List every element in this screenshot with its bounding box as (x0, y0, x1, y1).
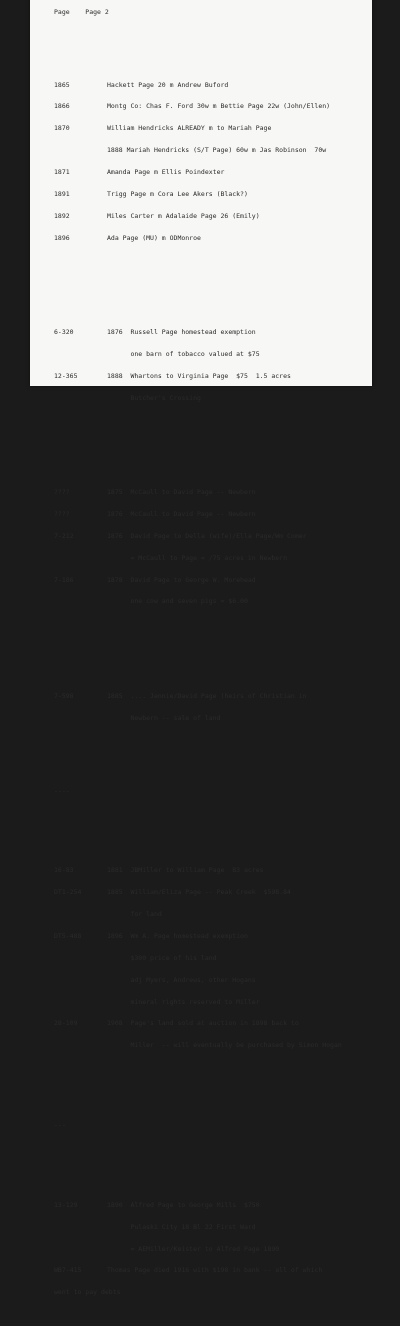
record-text: Amanda Page m Ellis Poindexter (107, 168, 225, 177)
record-text (107, 1289, 372, 1296)
miller-section (30, 853, 372, 1065)
record-text: William Hendricks ALREADY m to Mariah Page (107, 124, 272, 133)
record-line (30, 511, 372, 518)
record-ref: 1870 (54, 124, 70, 133)
record-text: = AEMiller/Keister to Alfred Page 1890 (107, 1244, 280, 1253)
record-ref (30, 999, 107, 1006)
record-ref (30, 977, 107, 984)
record-ref: 7-598 (54, 691, 74, 700)
record-line (30, 395, 372, 402)
record-ref: 1865 (54, 80, 70, 89)
record-ref: 6-320 (54, 328, 74, 337)
record-ref: ???? (54, 509, 70, 518)
record-line (30, 889, 372, 896)
record-text: 1876 David Page to Della (wife)/Ella Page/Wm Comer (107, 531, 307, 540)
record-text: Hackett Page 20 m Andrew Buford (107, 80, 229, 89)
record-ref: DT5-488 (54, 931, 82, 940)
record-ref: WB7-415 (54, 1266, 82, 1275)
record-line (30, 598, 372, 605)
record-text: Pulaski City 18 Bl 22 First Ward (107, 1222, 256, 1231)
record-line (30, 555, 372, 562)
record-ref: 7-186 (54, 575, 74, 584)
record-line (30, 977, 372, 984)
record-ref: 28-109 (54, 1019, 78, 1028)
record-text (107, 1122, 372, 1129)
record-line (30, 1246, 372, 1253)
record-ref: 1871 (54, 168, 70, 177)
record-text: 1878 David Page to George W. Morehead (107, 575, 256, 584)
divider-line (30, 1122, 372, 1129)
record-ref: 7-212 (54, 531, 74, 540)
record-text: 1890 Alfred Page to George Mills $750 (107, 1200, 260, 1209)
record-text: 1885 William/Eliza Page -- Peak Creek $598.84 (107, 888, 291, 897)
record-ref (30, 715, 107, 722)
record-line (30, 999, 372, 1006)
record-text: 1888 Mariah Hendricks (S/T Page) 60w m Jas Robinson 70w (107, 146, 327, 155)
record-line (30, 169, 372, 176)
record-text: Miles Carter m Adalaide Page 26 (Emily) (107, 211, 260, 220)
record-ref: DT1-254 (54, 888, 82, 897)
record-ref (30, 955, 107, 962)
record-text: 1876 Russell Page homestead exemption (107, 328, 256, 337)
document-page (30, 0, 372, 1297)
homestead-section (30, 314, 372, 416)
record-ref: 1866 (54, 102, 70, 111)
record-line (30, 235, 372, 242)
record-ref: 13-129 (54, 1200, 78, 1209)
record-line (30, 1224, 372, 1231)
record-text: one barn of tobacco valued at $75 (107, 349, 260, 358)
record-line (30, 1289, 372, 1296)
record-text: one cow and seven pigs = $6.00 (107, 597, 248, 606)
record-text: 1885 .... Jennie/David Page (heirs of Christian in (107, 691, 307, 700)
record-text: = McCaull to Page = /75 acres in Newbern (107, 553, 288, 562)
marriages-section (30, 67, 372, 257)
record-ref: 16-83 (54, 866, 74, 875)
record-text: Newbern -- sale of land (107, 713, 221, 722)
record-ref: 1891 (54, 190, 70, 199)
record-ref (30, 1042, 107, 1049)
record-line (30, 125, 372, 132)
record-text: for land (107, 910, 162, 919)
record-text: adj Myers, Andrews, other Hogans (107, 975, 256, 984)
record-text: 1908 Page's land sold at auction in 1898 back to (107, 1019, 299, 1028)
record-ref: 1892 (54, 211, 70, 220)
record-text: $300 price of his land (107, 953, 217, 962)
record-text: Ada Page (MU) m ODMonroe (107, 233, 201, 242)
record-text: 1896 Wm A. Page homestead exemption (107, 931, 248, 940)
record-text: Trigg Page m Cora Lee Akers (Black?) (107, 190, 248, 199)
divider-line (30, 788, 372, 795)
record-line (30, 82, 372, 89)
record-text: mineral rights reserved to Miller (107, 997, 260, 1006)
newbern-section (30, 474, 372, 620)
record-text: Thomas Page died 1916 with $198 in bank -- all of which (107, 1266, 323, 1275)
record-line (30, 351, 372, 358)
record-line (30, 533, 372, 540)
alfred-thomas-section (30, 1187, 372, 1311)
record-ref: went to pay debts (54, 1288, 121, 1297)
record-text: 1888 Whartons to Virginia Page $75 1.5 acres (107, 371, 291, 380)
header-fragment-line (30, 9, 372, 16)
record-line (30, 955, 372, 962)
record-line (30, 191, 372, 198)
record-ref (30, 598, 107, 605)
document-text (30, 0, 372, 1326)
record-text: 1876 McCaull to David Page -- Newbern (107, 509, 256, 518)
record-ref: 1896 (54, 233, 70, 242)
record-text: Montg Co: Chas F. Ford 30w m Bettie Page 22w (John/Ellen) (107, 102, 331, 111)
record-ref (30, 1224, 107, 1231)
record-ref (30, 395, 107, 402)
record-line (30, 329, 372, 336)
record-line (30, 933, 372, 940)
record-line (30, 1202, 372, 1209)
record-ref (30, 1246, 107, 1253)
record-line (30, 693, 372, 700)
header-fragment: Page Page 2 (54, 7, 109, 16)
record-ref: ???? (54, 488, 70, 496)
record-text: Miller -- will eventually be purchased by Simon Hogan (107, 1041, 342, 1050)
heirs-section (30, 678, 372, 736)
record-line (30, 1267, 372, 1274)
record-line (30, 213, 372, 220)
record-line (30, 1042, 372, 1049)
record-text: Butcher's Crossing (107, 393, 201, 402)
divider-text: ---- (54, 786, 70, 795)
record-line (30, 489, 372, 496)
record-text: 1881 JBMiller to William Page 83 acres (107, 866, 264, 875)
divider-text: --- (54, 1121, 66, 1130)
record-ref (30, 351, 107, 358)
record-line (30, 867, 372, 874)
record-ref (30, 911, 107, 918)
record-text (107, 788, 372, 795)
record-ref: 12-365 (54, 371, 78, 380)
record-line (30, 577, 372, 584)
record-text: 1875 McCaull to David Page -- Newbern (107, 488, 256, 496)
record-line (30, 1020, 372, 1027)
record-line (30, 911, 372, 918)
record-line (30, 373, 372, 380)
record-ref (30, 555, 107, 562)
record-line (30, 103, 372, 110)
record-line (30, 715, 372, 722)
record-ref (30, 147, 107, 154)
record-line (30, 147, 372, 154)
